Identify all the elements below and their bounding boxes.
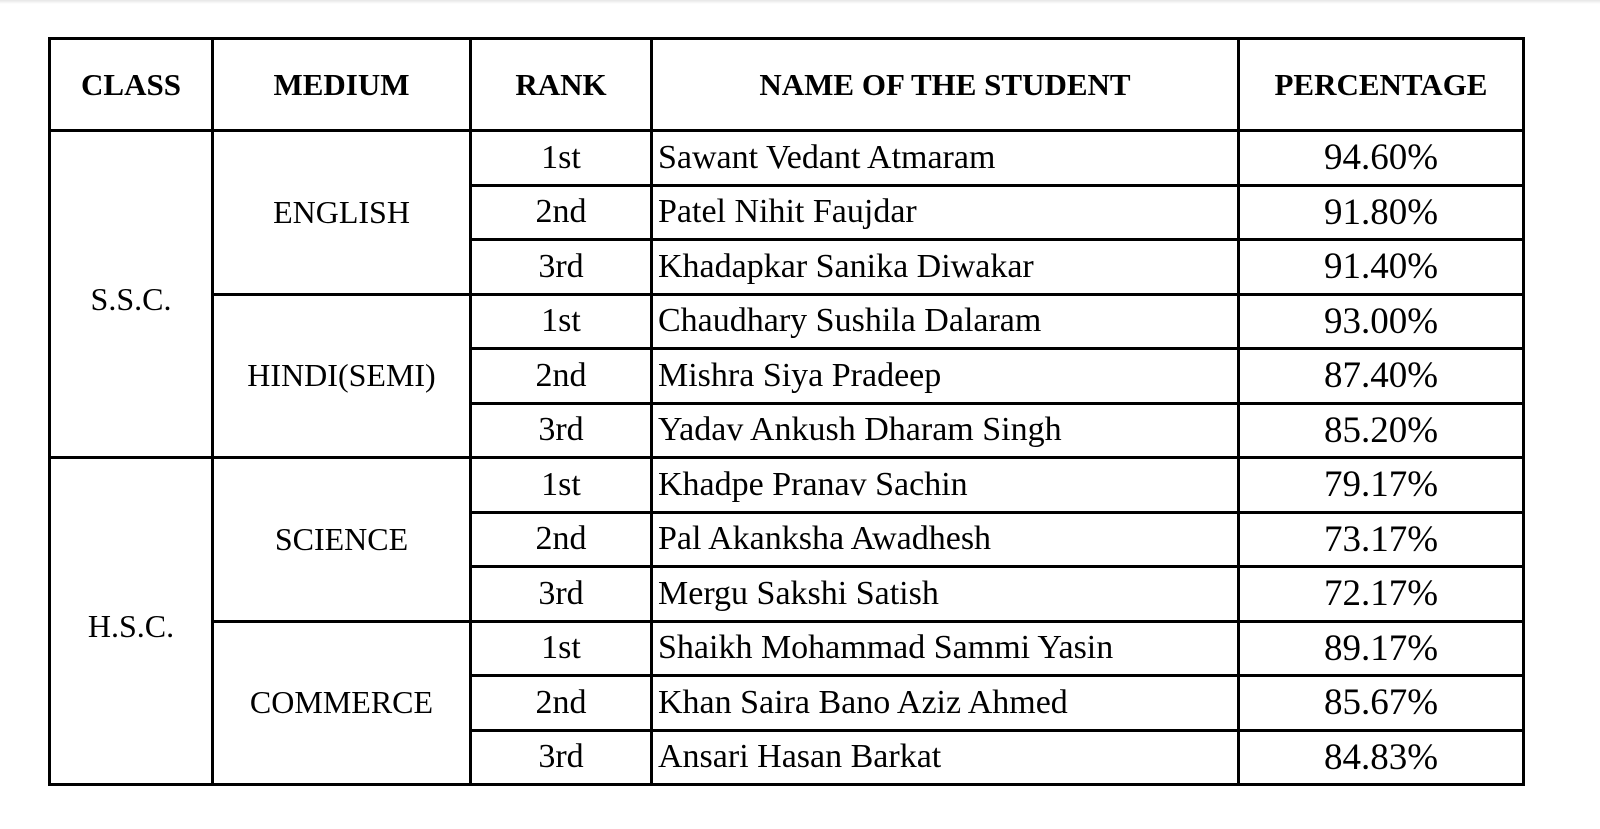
student-name-cell: Pal Akanksha Awadhesh <box>652 512 1239 567</box>
medium-cell: HINDI(SEMI) <box>213 294 471 458</box>
student-name-cell: Mergu Sakshi Satish <box>652 567 1239 622</box>
student-name-cell: Chaudhary Sushila Dalaram <box>652 294 1239 349</box>
table-row <box>50 131 1524 186</box>
header-row <box>50 39 1524 131</box>
student-name-cell: Mishra Siya Pradeep <box>652 349 1239 404</box>
medium-cell: SCIENCE <box>213 458 471 622</box>
percentage-cell: 93.00% <box>1239 294 1524 349</box>
percentage-cell: 73.17% <box>1239 512 1524 567</box>
header-medium: MEDIUM <box>213 39 471 131</box>
rank-cell: 3rd <box>471 730 652 785</box>
rank-cell: 2nd <box>471 676 652 731</box>
student-name-cell: Ansari Hasan Barkat <box>652 730 1239 785</box>
percentage-cell: 79.17% <box>1239 458 1524 513</box>
student-name-cell: Khadpe Pranav Sachin <box>652 458 1239 513</box>
percentage-cell: 87.40% <box>1239 349 1524 404</box>
rank-cell: 2nd <box>471 512 652 567</box>
percentage-cell: 84.83% <box>1239 730 1524 785</box>
medium-cell: ENGLISH <box>213 131 471 295</box>
table-row <box>50 621 1524 676</box>
rank-cell: 1st <box>471 621 652 676</box>
percentage-cell: 89.17% <box>1239 621 1524 676</box>
percentage-cell: 91.40% <box>1239 240 1524 295</box>
header-rank: RANK <box>471 39 652 131</box>
table-row <box>50 294 1524 349</box>
percentage-cell: 72.17% <box>1239 567 1524 622</box>
rank-cell: 1st <box>471 458 652 513</box>
header-class: CLASS <box>50 39 213 131</box>
percentage-cell: 85.67% <box>1239 676 1524 731</box>
rank-cell: 1st <box>471 294 652 349</box>
student-name-cell: Yadav Ankush Dharam Singh <box>652 403 1239 458</box>
student-name-cell: Shaikh Mohammad Sammi Yasin <box>652 621 1239 676</box>
header-percentage: PERCENTAGE <box>1239 39 1524 131</box>
header-name: NAME OF THE STUDENT <box>652 39 1239 131</box>
class-cell: S.S.C. <box>50 131 213 458</box>
percentage-cell: 91.80% <box>1239 185 1524 240</box>
rank-cell: 3rd <box>471 403 652 458</box>
rank-cell: 2nd <box>471 349 652 404</box>
student-name-cell: Patel Nihit Faujdar <box>652 185 1239 240</box>
results-table <box>48 37 1525 786</box>
student-name-cell: Khan Saira Bano Aziz Ahmed <box>652 676 1239 731</box>
student-name-cell: Khadapkar Sanika Diwakar <box>652 240 1239 295</box>
top-edge-shadow <box>0 0 1600 4</box>
rank-cell: 2nd <box>471 185 652 240</box>
table-row <box>50 458 1524 513</box>
student-name-cell: Sawant Vedant Atmaram <box>652 131 1239 186</box>
percentage-cell: 85.20% <box>1239 403 1524 458</box>
medium-cell: COMMERCE <box>213 621 471 785</box>
rank-cell: 3rd <box>471 240 652 295</box>
rank-cell: 3rd <box>471 567 652 622</box>
percentage-cell: 94.60% <box>1239 131 1524 186</box>
rank-cell: 1st <box>471 131 652 186</box>
class-cell: H.S.C. <box>50 458 213 785</box>
